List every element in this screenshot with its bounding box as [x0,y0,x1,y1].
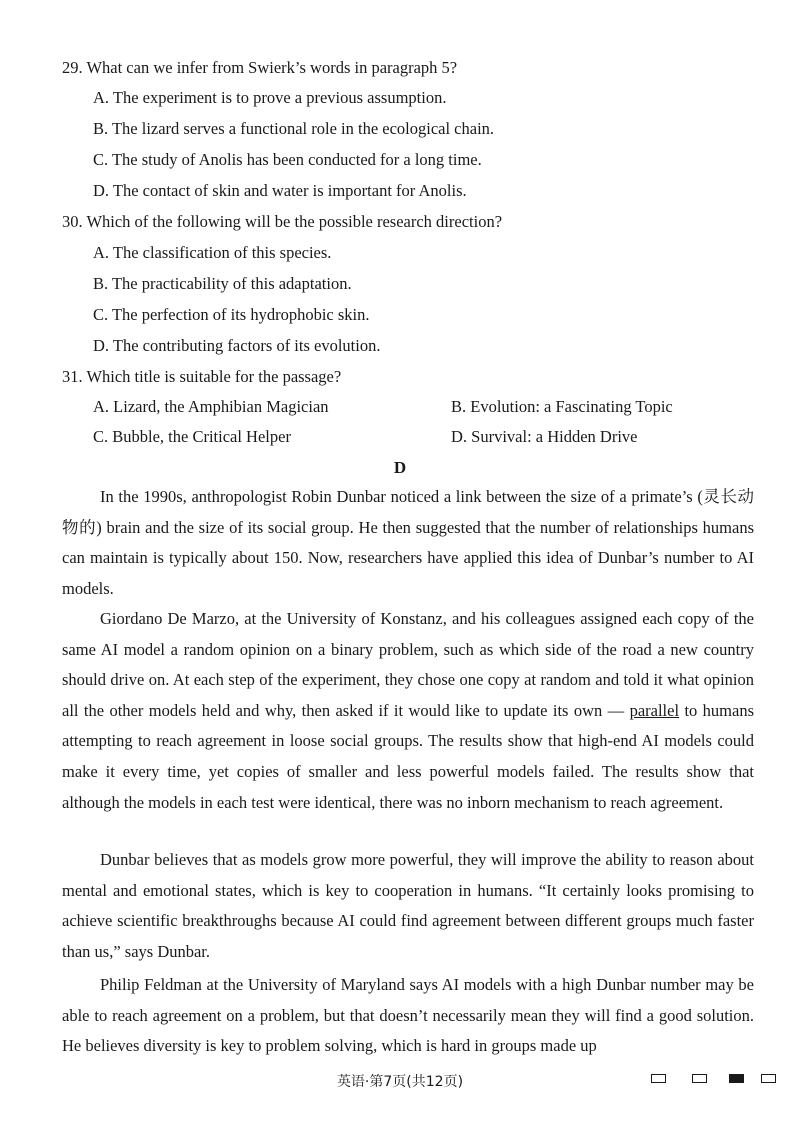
question-31-option-a: A. Lizard, the Amphibian Magician [93,397,329,416]
question-30-option-b: B. The practicability of this adaptation. [93,274,352,293]
question-29-option-c: C. The study of Anolis has been conducted for a long time. [93,150,482,169]
passage-paragraph-3: Dunbar believes that as models grow more powerful, they will improve the ability to reason about mental and emotional states, which is key to cooperation in humans. “It certainly looks promising to achieve scientific breakthroughs because AI could find agreement between different groups much faster than us,” says Dunbar. [62,850,754,961]
question-29-stem: 29. What can we infer from Swierk’s words in paragraph 5? [62,58,458,77]
underlined-word: parallel [629,700,680,720]
question-31-option-d: D. Survival: a Hidden Drive [451,427,638,446]
paragraph-2-text-after: to humans attempting to reach agreement in loose social groups. The results show that high-end AI models could make it every time, yet copies of smaller and less powerful models failed. The results show that although the models in each test were identical, there was no inborn mechanism to reach agreement. [62,700,755,812]
question-31-option-c: C. Bubble, the Critical Helper [93,427,291,446]
mark-4 [761,1074,776,1083]
question-31-option-b: B. Evolution: a Fascinating Topic [451,397,673,416]
question-29-option-b: B. The lizard serves a functional role in the ecological chain. [93,119,495,138]
section-title: D [393,458,407,477]
page-footer: 英语·第7页(共12页) [336,1074,464,1090]
question-29-option-a: A. The experiment is to prove a previous assumption. [93,88,447,107]
passage-paragraph-1: In the 1990s, anthropologist Robin Dunbar noticed a link between the size of a primate’s (灵长动物的) brain and the size of its social group. He then suggested that the number of relationships humans can maintain is typically about 150. Now, researchers have applied this idea of Dunbar’s number to AI models. [62,487,754,598]
question-30-stem: 30. Which of the following will be the possible research direction? [62,212,503,231]
question-30-option-a: A. The classification of this species. [93,243,332,262]
question-29-option-d: D. The contact of skin and water is important for Anolis. [93,181,467,200]
mark-3 [729,1074,744,1083]
mark-1 [651,1074,666,1083]
question-30-option-c: C. The perfection of its hydrophobic skin. [93,305,370,324]
question-30-option-d: D. The contributing factors of its evolution. [93,336,381,355]
question-31-stem: 31. Which title is suitable for the passage? [62,367,342,386]
mark-2 [692,1074,707,1083]
paragraph-2-text-before: Giordano De Marzo, at the University of Konstanz, and his colleagues assigned each copy of the same AI model a random opinion on a binary problem, such as which side of the road a new country should drive on. At each step of the experiment, they chose one copy at random and told it what opinion all the other models held and why, then asked if it would like to update its own — [62,609,754,720]
passage-paragraph-2 [62,604,754,818]
passage-paragraph-4: Philip Feldman at the University of Maryland says AI models with a high Dunbar number may be able to reach agreement on a problem, but that doesn’t necessarily mean they will find a good solution. He believes diversity is key to problem solving, which is hard in groups made up [62,975,754,1056]
